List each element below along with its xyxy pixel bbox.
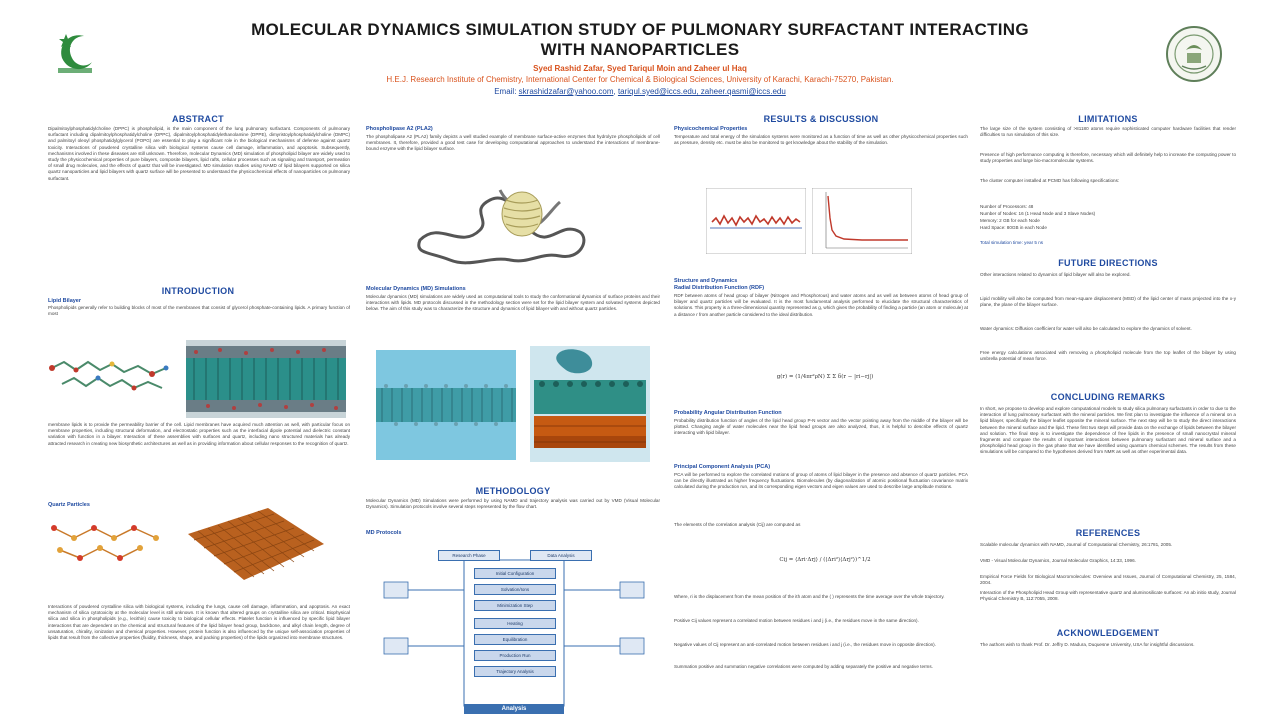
flowchart	[380, 546, 650, 716]
poster-title	[160, 20, 1120, 60]
email-link-2[interactable]: tariqul.syed@iccs.edu, zaheer.qasmi@iccs.edu	[617, 87, 786, 96]
spec-2: Number of Nodes: 16 (1 Head Node and 3 Slave Nodes)	[980, 211, 1096, 216]
pca-subheading: Principal Component Analysis (PCA)	[674, 464, 771, 470]
authors: Syed Rashid Zafar, Syed Tariqul Moin and Zaheer ul Haq	[533, 64, 747, 73]
phospholipase-subheading: Phospholipase A2 (PLA2)	[366, 126, 433, 132]
positive-body: Positive Cij values represent a correlated motion between residues i and j (i.e., the residues move in the same direction).	[674, 618, 919, 623]
spec-3: Memory: 2 GB for each Node	[980, 218, 1040, 223]
reference-1: Scalable molecular dynamics with NAMD, Journal of Computational Chemistry, 26:1781, 2005.	[980, 542, 1173, 547]
rdf-body: RDF between atoms of head group of bilayer (Nitrogen and Phosphorous) and water atoms and as well as between atoms of head group of bilayer and quartz particles will be evaluated. It is the most fundamental analysis performed to elucidate the structural characteristics of solutions. This property is a three-dimensional quantity represented as g, which gives the probability of finding a particle (an atom or molecule) at a distance r from another particle considered to the ideal distribution.	[674, 293, 968, 317]
quartz-slab-figure	[178, 504, 328, 584]
lipid-bilayer-figure	[186, 340, 346, 418]
flow-step-4: Heating	[474, 618, 556, 629]
email-label: Email:	[494, 87, 517, 96]
future-item-3: Water dynamics: Diffusion coefficient for water will also be calculated to explore the dynamics of solvent.	[980, 326, 1192, 331]
methodology-heading: METHODOLOGY	[475, 486, 551, 496]
emails: Email: skrashidzafar@yahoo.com, tariqul.syed@iccs.edu, zaheer.qasmi@iccs.edu	[494, 87, 786, 96]
references-heading: REFERENCES	[1075, 528, 1141, 538]
quartz-chain-figure	[50, 514, 162, 564]
acknowledgement-heading: ACKNOWLEDGEMENT	[1056, 628, 1160, 638]
flow-step-2: Solvation/Ions	[474, 584, 556, 595]
pad-subheading: Probability Angular Distribution Function	[674, 410, 782, 416]
right-logo	[1166, 26, 1222, 82]
physicochemical-subheading: Physicochemical Properties	[674, 126, 748, 132]
lipid-molecule-figure	[48, 340, 176, 400]
cij-intro: The elements of the correlation analysis (Cij) are computed as	[674, 522, 801, 527]
md-protocols-subheading: MD Protocols	[366, 530, 402, 536]
introduction-heading: INTRODUCTION	[161, 286, 235, 296]
flow-step-5: Equilibration	[474, 634, 556, 645]
rdf-formula: g(r) = (1/4πr²ρN) Σ Σ δ(r − |ri−rj|)	[776, 374, 874, 380]
limitations-heading: LIMITATIONS	[1078, 114, 1138, 124]
future-item-2: Lipid mobility will also be computed from mean-square displacement (MSD) of the lipid center of mass projected into the x-y plane, the plane of the bilayer surface.	[980, 296, 1236, 308]
future-item-1: Other interactions related to dynamics of lipid bilayer will also be explored.	[980, 272, 1131, 277]
rdf-subheading: Radial Distribution Function (RDF)	[674, 285, 765, 291]
title-line-2: WITH NANOPARTICLES	[540, 40, 740, 59]
left-logo	[46, 22, 104, 80]
flow-step-1: Initial Configuration	[474, 568, 556, 579]
crescent-logo-icon	[46, 22, 104, 80]
summation-body: Summation positive and summation negative correlations were computed by adding separately the positive and negative terms.	[674, 664, 933, 669]
where-body: Where, ri is the displacement from the mean position of the ith atom and the ( ) represents the time average over the whole trajectory.	[674, 594, 945, 599]
flow-step-7: Trajectory Analysis	[474, 666, 556, 677]
acknowledgement-body: The authors wish to thank Prof. Dr. Jeffry D. Madura, Duquesne University, USA for insightful discussions.	[980, 642, 1195, 647]
flow-top-left-box: Research Phase	[438, 550, 500, 561]
structure-dynamics-subheading: Structure and Dynamics	[674, 278, 738, 284]
affiliation: H.E.J. Research Institute of Chemistry, International Center for Chemical & Biological Sciences, University of Karachi, Karachi-75270, Pakistan.	[386, 75, 894, 84]
solvated-bilayer-figure	[376, 350, 516, 460]
spec-4: Hard Space: 80GB in each Node	[980, 225, 1047, 230]
concluding-heading: CONCLUDING REMARKS	[1050, 392, 1166, 402]
energy-time-plot	[706, 188, 806, 254]
reference-4: Interaction of the Phospholipid Head Group with representative quartz and aluminosilicate surfaces: An ab initio study, Journal Physical Chemistry B, 112:7055, 2008.	[980, 590, 1236, 602]
abstract-body: Dipalmitoylphosphatidylcholine (DPPC) is phospholipid, is the main component of the lung pulmonary surfactant. Components of pulmonary surfactant including dipalmitoylphosphatidylcholine (DPPC), dipalmitoylphosphatidylethanolamine (DPPE), dimyristoylphosphatidylcholine (DMPC) and palmitoyl oleoyl phosphatidylglycerol (POPG) are essential to play a significant role in the biological mechanisms of defense against quartz toxicity. Interactions of powdered crystalline silica with biological systems cause cell damage, inflammation, and apoptosis. Subsequently, mechanisms involved in these diseases are still unknown. Therefore, molecular Dynamics (MD) simulation of phospholipid bilayer are widely used to study the physicochemical properties of pure bilayers, composite bilayers, lipid rafts, cellular processes such as signaling and transport, permeation of small drug molecules, and the effects of quartz that will be investigated. MD simulation studies using NAMD of lipid bilayers supported on silica quartz nanoparticles and lipid bilayers with quartz surface will be presented to understand the physicochemical effects of nanoparticles on pulmonary surfactant.	[48, 126, 350, 181]
cij-formula: Cij = ⟨Δri·Δrj⟩ / (⟨Δri²⟩⟨Δrj²⟩)^1/2	[779, 557, 871, 563]
reference-2: VMD - Visual Molecular Dynamics, Journal Molecular Graphics, 14:33, 1996.	[980, 558, 1136, 563]
flow-top-right-box: Data Analysis	[530, 550, 592, 561]
physicochemical-body: Temperature and total energy of the simulation systems were monitored as a function of time as well as other physicochemical properties such as pressure, density etc. must be also be monitored to get knowledge about the stability of the simulation.	[674, 134, 968, 146]
spec-1: Number of Processors: 48	[980, 204, 1034, 209]
results-heading: RESULTS & DISCUSSION	[763, 114, 879, 124]
flow-step-6: Production Run	[474, 650, 556, 661]
md-simulations-subheading: Molecular Dynamics (MD) Simulations	[366, 286, 466, 292]
lipid-bilayer-body: Phospholipids generally refer to building blocks of most of the membranes that consist of glycerol phosphate-containing lipids. A primary function of most	[48, 305, 350, 317]
limitations-item-1: The large size of the system consisting of >81180 atoms require sophisticated computer hardware facilities that render difficulties to run simulation of this size.	[980, 126, 1236, 138]
limitations-item-2: Presence of high performance computing is therefore, necessary which will definitely help to increase the computing power to study properties and large bio-macromolecular systems.	[980, 152, 1236, 164]
intro-body-2: membrane lipids is to provide the permeability barrier of the cell. Lipid membranes have acquired much attention as well, with particular focus on membrane properties, including structural deformation, and electrostatic properties such as the interfacial dipole potential and dielectric constant variation with function in a bilayer. Interaction of these assemblies with surfaces and quartz, including nano structured materials has already attracted research in creating new biosynthetic architectures as well as in providing information about cellular responses to the recognition of quartz.	[48, 422, 350, 446]
negative-body: Negative values of Cij represent an anti-correlated motion between residues i and j (i.e., the residues move in opposite direction).	[674, 642, 936, 647]
pca-body: PCA will be performed to explore the correlated motions of group of atoms of lipid bilayer in the presence and absence of quartz particles. PCA can be directly illustrated as higher frequency fluctuations. Biomolecules (by diagonalization of atomic positional fluctuation covariance matrix calculated during the production run, and its corresponding eigen vectors and eigen values are used to describe large amplitude motions.	[674, 472, 968, 490]
abstract-heading: ABSTRACT	[172, 114, 224, 124]
spec-5: Total simulation time: year 5 ns	[980, 240, 1044, 245]
future-item-4: Free energy calculations associated with removing a phospholipid molecule from the top leaflet of the bilayer by using umbrella potential of mean force.	[980, 350, 1236, 362]
methodology-body: Molecular Dynamics (MD) Simulations were performed by using NAMD and trajectory analysis was carried out by VMD (Visual Molecular Dynamics). Simulation protocols involve several steps represented by the flow chart.	[366, 498, 660, 510]
flow-analysis-box: Analysis	[464, 704, 564, 714]
title-line-1: MOLECULAR DYNAMICS SIMULATION STUDY OF PULMONARY SURFACTANT INTERACTING	[251, 20, 1029, 39]
concluding-body: In short, we propose to develop and explore computational models to study silica pulmonary surfactants in order to due to the interaction of lung pulmonary surfactant with the mineral particles. We first plan to investigate the influence of a mineral on a lipid bilayer, specifically the bilayer leaflet opposite the mineral surface. The next step will be to study the direct interactions between the mineral surface and the lipid. These first two steps will provide data on the exchange of lipids between the bilayer and solution. The final step is to investigate the dependence of free lipids in the presence of small nanocrystal mineral fragments and compare the results of important interactions between pulmonary surfactant and mineral surface and a phospholipid head group in the gas phase that we have identified using quantum chemical schemes. The results from these simulations will be compared to the hypotheses derived from NMR as well as other experimental data.	[980, 406, 1236, 455]
limitations-item-3: The cluster computer installed at PCMD has following specifications:	[980, 178, 1120, 183]
pla2-protein-figure	[410, 180, 600, 270]
email-link-1[interactable]: skrashidzafar@yahoo.com	[518, 87, 614, 96]
md-simulations-body: Molecular dynamics (MD) simulations are widely used as computational tools to study the conformational dynamics of surface proteins and their interactions with lipids. MD protocols discussed in the methodology section were set for the lipid bilayer system and solvated systems depicted below. The aim of this study was to characterize the structure and dynamics of lipid bilayer with and without quartz particles.	[366, 294, 660, 312]
quartz-body: Interactions of powdered crystalline silica with biological systems, including the lungs, cause cell damage, inflammation, and apoptosis. An exact mechanism of silica cytotoxicity at the molecular level is still unknown. It is known that altered groups on crystalline silica are critical. Biophysical silica and silica in phospholipids (e.g., lecithin) cause toxicity to biological cellular effects. Platelet function is influenced by specific lipid bilayer interactions that are dependent on the chemical and structural features of the lipid bilayer head group, backbone, and alkyl chain length, degree of unsaturation, chirality, ionization and chemical properties. However, protein function is also influenced by the unique self-association properties of lipids that result from the collective properties (fluidity, thickness, shape, and packing properties) of the lipids organized into membrane structures.	[48, 604, 350, 641]
flow-step-3: Minimization Step	[474, 600, 556, 611]
density-decay-plot	[812, 188, 912, 254]
phospholipase-body: The phospholipase A2 (PLA2) family depicts a well studied example of membrane surface-active enzymes that hydrolyze phospholipids of cell membranes. It, therefore, provided a good test case for developing computational approaches to understand the interactions of membrane-bound enzyme with the lipid bilayer surface.	[366, 134, 660, 152]
lipid-bilayer-subheading: Lipid Bilayer	[48, 298, 82, 304]
quartz-particles-subheading: Quartz Particles	[48, 502, 90, 508]
bilayer-quartz-figure	[530, 346, 650, 462]
university-seal-icon	[1166, 26, 1222, 82]
future-directions-heading: FUTURE DIRECTIONS	[1058, 258, 1158, 268]
reference-3: Empirical Force Fields for Biological Macromolecules: Overview and Issues, Journal of Computational Chemistry, 25, 1584, 2004.	[980, 574, 1236, 586]
pad-body: Probability distribution function of angles of the lipid head group P-N vector and the vector pointing away from the middle of the bilayer will be plotted. Changing angle of water molecules near the lipid head groups are also analyzed, thus, it is helpful to describe effects of quartz interacting with lipid bilayer.	[674, 418, 968, 436]
